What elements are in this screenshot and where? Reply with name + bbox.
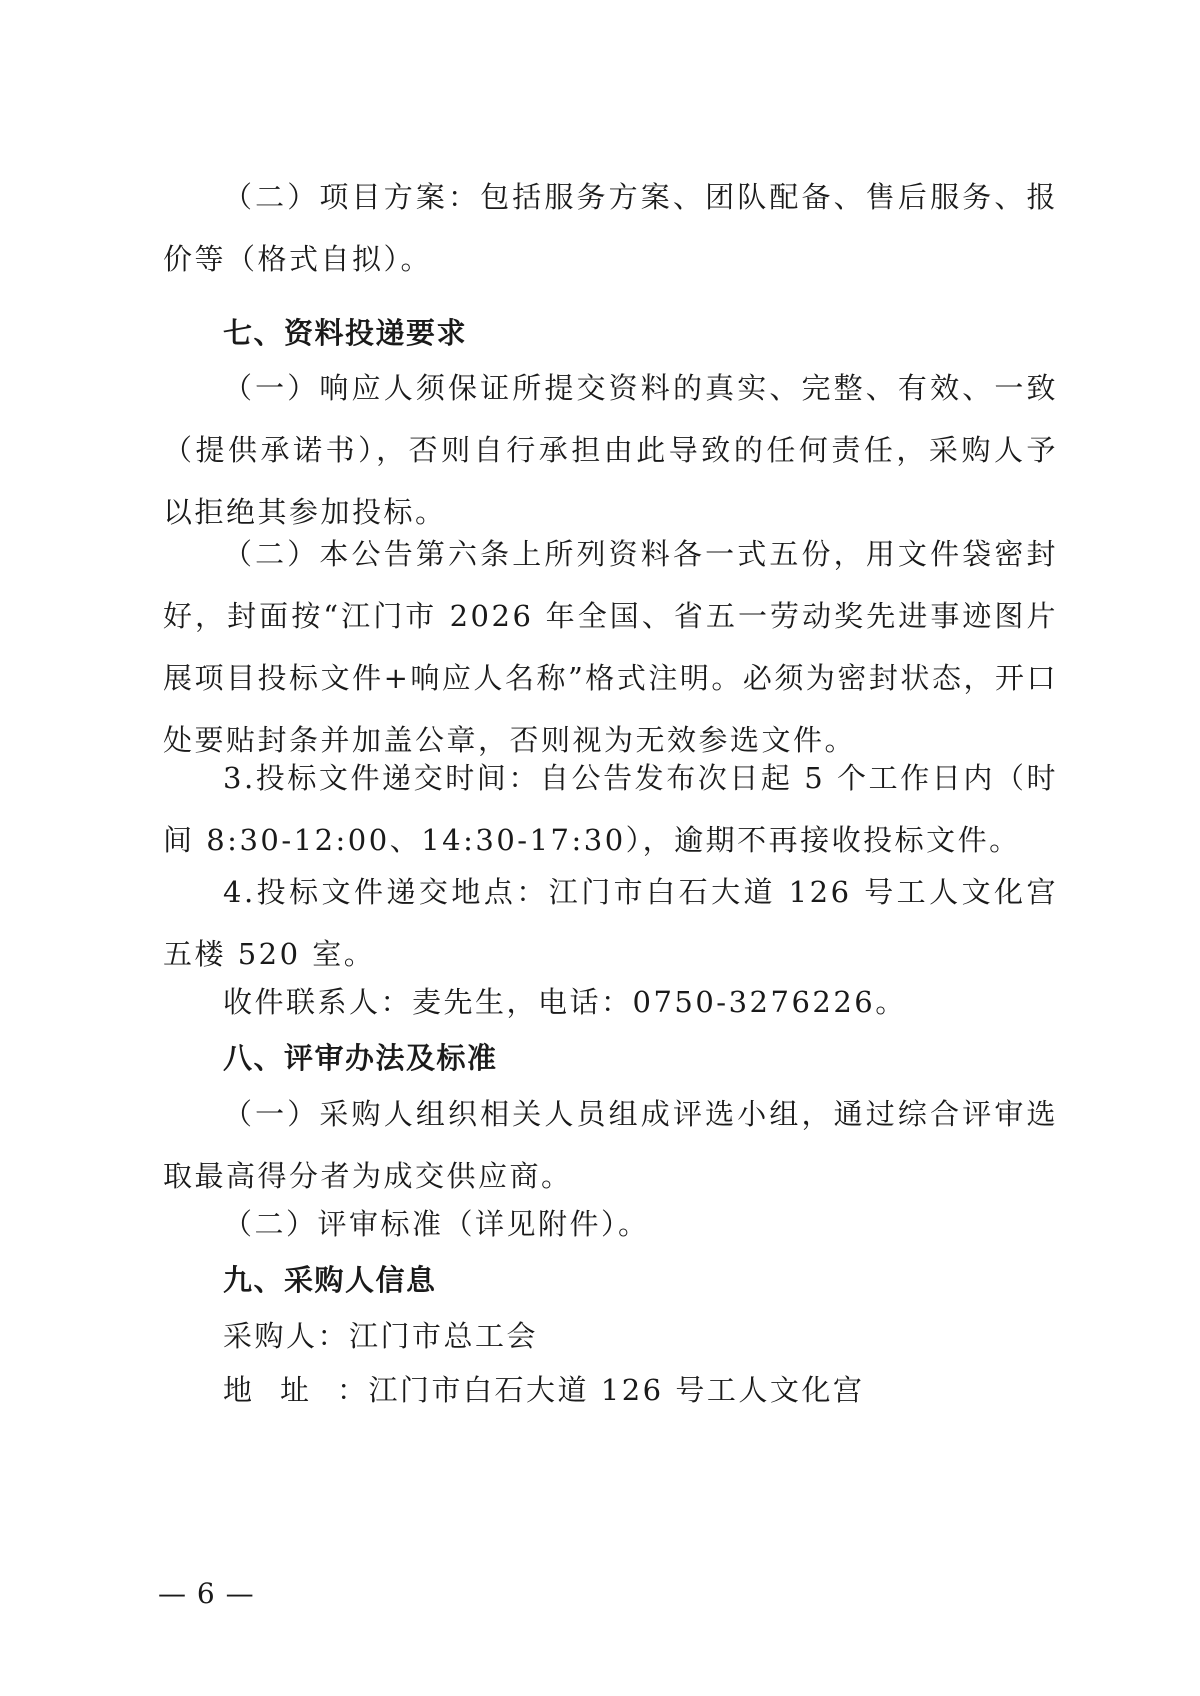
paragraph-envelope: （二）本公告第六条上所列资料各一式五份，用文件袋密封好，封面按“江门市 2026 年全国、省五一劳动奖先进事迹图片展项目投标文件+响应人名称”格式注明。必须为密封状态，开口处要贴封条并加盖公章，否则视为无效参选文件。 <box>163 537 1058 757</box>
paragraph-authenticity: （一）响应人须保证所提交资料的真实、完整、有效、一致（提供承诺书），否则自行承担由此导致的任何责任，采购人予以拒绝其参加投标。 <box>163 371 1058 529</box>
paragraph-submission-time: 3.投标文件递交时间：自公告发布次日起 5 个工作日内（时间 8:30-12:00、14:30-17:30），逾期不再接收投标文件。 <box>163 761 1058 857</box>
address-label: 地址 <box>223 1373 338 1407</box>
heading-section-8: 八、评审办法及标准 <box>223 1041 498 1075</box>
address-separator: ： <box>337 1373 369 1407</box>
paragraph-project-plan: （二）项目方案：包括服务方案、团队配备、售后服务、报价等（格式自拟）。 <box>163 180 1058 276</box>
paragraph-evaluation-criteria: （二）评审标准（详见附件）。 <box>223 1207 650 1241</box>
paragraph-submission-place: 4.投标文件递交地点：江门市白石大道 126 号工人文化宫五楼 520 室。 <box>163 875 1058 971</box>
paragraph-contact: 收件联系人：麦先生，电话：0750-3276226。 <box>223 985 907 1019</box>
heading-section-7: 七、资料投递要求 <box>223 316 468 350</box>
paragraph-address <box>163 1359 1058 1421</box>
paragraph-evaluation-team: （一）采购人组织相关人员组成评选小组，通过综合评审选取最高得分者为成交供应商。 <box>163 1097 1058 1193</box>
heading-section-9: 九、采购人信息 <box>223 1263 437 1297</box>
page-number: — 6 — <box>158 1577 255 1610</box>
paragraph-purchaser: 采购人：江门市总工会 <box>223 1319 539 1353</box>
address-value: 江门市白石大道 126 号工人文化宫 <box>368 1373 865 1407</box>
